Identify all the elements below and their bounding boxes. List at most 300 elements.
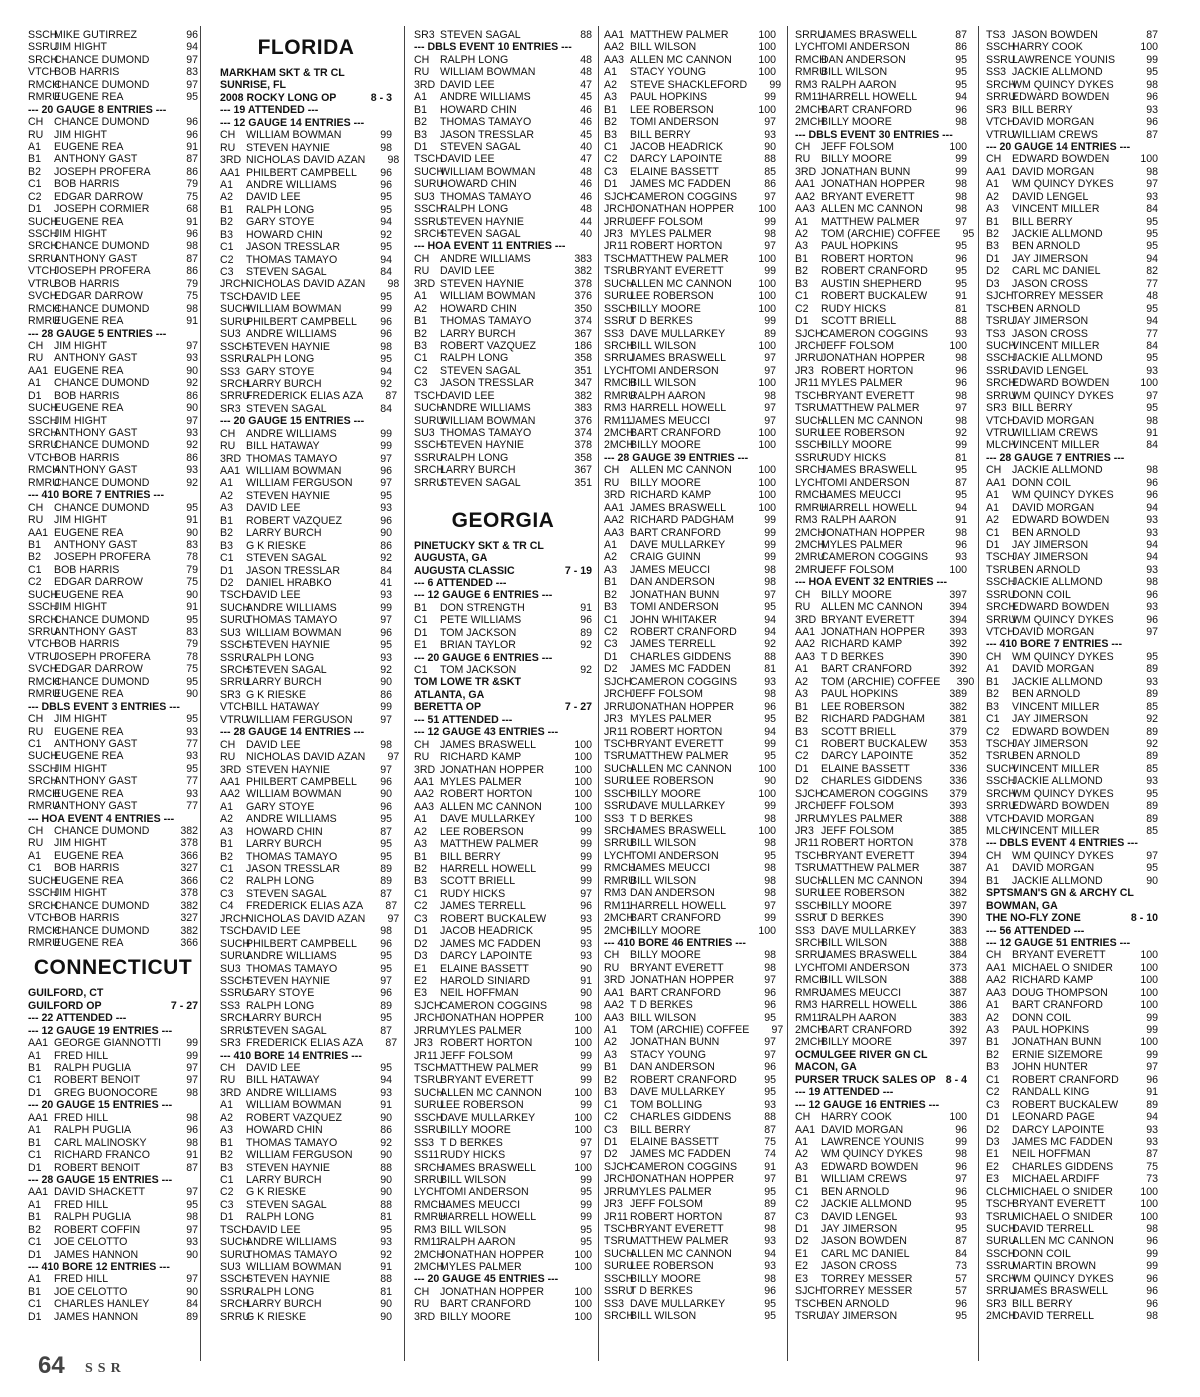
result-row [220, 689, 392, 701]
award-class: A1 [28, 1124, 41, 1137]
score: 93 [764, 1235, 776, 1248]
score: 96 [380, 166, 392, 179]
award-class: SUCH [604, 762, 635, 775]
shooter-name: DAVE MULLARKEY [821, 924, 917, 937]
result-row [986, 775, 1158, 787]
shooter-name: JONATHAN HOPPER [630, 974, 734, 987]
shooter-name: JACKIE ALLMOND [1012, 576, 1103, 589]
score: 97 [764, 1048, 776, 1061]
score: 100 [1140, 1036, 1158, 1049]
event-header-text: --- 12 GAUGE 6 ENTRIES --- [414, 589, 553, 602]
state-heading [28, 949, 198, 987]
award-class: CH [986, 153, 1002, 166]
event-header [220, 1050, 392, 1062]
shooter-name: BILL HATAWAY [246, 1074, 320, 1087]
shoot-title [986, 912, 1158, 924]
score: 95 [580, 1186, 592, 1199]
result-row [986, 116, 1158, 128]
result-row [604, 265, 776, 277]
award-class: SURU [414, 1099, 445, 1112]
score: 95 [186, 91, 198, 104]
shoot-name: PURSER TRUCK SALES OP [795, 1073, 936, 1086]
award-class: D1 [414, 626, 428, 639]
shooter-name: WM QUINCY DYKES [1012, 787, 1114, 800]
score: 89 [764, 327, 776, 340]
award-class: E1 [414, 962, 427, 975]
event-header [795, 576, 967, 588]
shooter-name: WM QUINCY DYKES [1012, 650, 1114, 663]
result-row [604, 464, 776, 476]
shooter-name: HAROLD SINIARD [440, 974, 531, 987]
score: 186 [574, 339, 592, 352]
score: 85 [1146, 700, 1158, 713]
award-class: SSCH [604, 787, 634, 800]
award-class: SU3 [220, 1261, 241, 1273]
award-class: B1 [220, 838, 233, 851]
shooter-name: ROBERT HORTON [440, 1037, 533, 1050]
result-row [220, 1037, 398, 1050]
shooter-name: DAVID MORGAN [1012, 812, 1095, 825]
result-row [986, 166, 1158, 178]
shooter-name: CHARLES GIDDENS [630, 1111, 732, 1124]
award-class: TSRU [414, 1074, 443, 1087]
award-class: D1 [28, 1161, 42, 1174]
score: 98 [764, 949, 776, 962]
event-header-text: --- HOA EVENT 11 ENTRIES --- [414, 240, 566, 253]
shooter-name: CHANCE DUMOND [54, 78, 150, 91]
score: 100 [574, 751, 592, 764]
result-row [986, 365, 1158, 377]
shooter-name: JEFF FOLSOM [821, 140, 894, 153]
award-class: JRRU [604, 700, 633, 713]
shooter-name: STEVEN HAYNIE [246, 141, 330, 154]
shooter-name: JEFF FOLSOM [440, 1049, 513, 1062]
result-row [220, 502, 392, 514]
award-class: B1 [28, 1136, 41, 1149]
result-row [986, 514, 1158, 526]
score: 99 [764, 215, 776, 228]
result-row [28, 29, 198, 41]
score: 89 [1146, 1098, 1158, 1111]
result-row [604, 974, 776, 986]
award-class: AA1 [604, 986, 625, 999]
score: 86 [955, 41, 967, 54]
score: 88 [764, 153, 776, 166]
award-class: CH [414, 738, 430, 751]
score: 99 [580, 1211, 592, 1224]
result-row [414, 29, 592, 41]
club-info [414, 540, 592, 552]
award-class: B2 [28, 165, 41, 178]
score: 97 [580, 1149, 592, 1162]
shooter-name: JAMES BRASWELL [821, 949, 917, 962]
award-class: SUCH [28, 750, 59, 763]
shooter-name: JAMES BRASWELL [440, 738, 536, 751]
score: 88 [380, 1273, 392, 1286]
result-row [414, 228, 592, 240]
result-row [795, 464, 967, 476]
result-row [28, 551, 198, 563]
shooter-name: BILL BERRY [630, 128, 691, 141]
award-class: C1 [220, 1173, 234, 1186]
result-row [795, 514, 967, 526]
result-row [220, 1000, 392, 1012]
award-class: A1 [795, 215, 808, 228]
result-row [604, 788, 776, 800]
shooter-name: STEVEN SAGAL [440, 476, 521, 489]
result-row [795, 1161, 967, 1173]
award-class: A1 [795, 663, 808, 676]
shooter-name: MYLES PALMER [821, 812, 903, 825]
event-header [28, 1099, 198, 1111]
shooter-name: HARRELL HOWELL [821, 501, 918, 514]
award-class: SRRU [220, 1310, 251, 1323]
event-header [28, 1261, 198, 1273]
shooter-name: JAMES MC FADDEN [440, 937, 541, 950]
result-row [795, 825, 967, 837]
result-row [986, 415, 1158, 427]
shooter-name: STEVEN HAYNIE [440, 215, 524, 228]
score: 96 [1146, 116, 1158, 129]
award-class: SR3 [986, 402, 1007, 415]
award-class: SJCH [986, 290, 1014, 303]
score: 95 [380, 241, 392, 254]
score: 95 [186, 613, 198, 626]
result-row [28, 1273, 198, 1285]
spacer [414, 489, 592, 501]
award-class: VTCH [220, 701, 249, 714]
shooter-name: BEN ARNOLD [1012, 750, 1081, 763]
shooter-name: THOMAS TAMAYO [246, 962, 338, 975]
score: 92 [380, 228, 392, 241]
result-row [604, 352, 776, 364]
score: 382 [180, 924, 198, 937]
shooter-name: FRED HILL [54, 1198, 109, 1211]
score: 93 [1146, 675, 1158, 688]
shooter-name: DONN COIL [1012, 1247, 1071, 1260]
score: 88 [955, 315, 967, 328]
score: 92 [380, 1248, 392, 1261]
award-class: SU3 [220, 328, 241, 341]
shooter-name: BEN ARNOLD [821, 1185, 890, 1198]
shooter-name: ANDRE WILLIAMS [246, 328, 337, 341]
result-row [220, 714, 392, 726]
result-row [986, 676, 1158, 688]
result-row [986, 1285, 1158, 1297]
award-class: SSRU [220, 987, 250, 1000]
result-row [414, 340, 592, 352]
award-class: CH [604, 949, 620, 962]
result-row [795, 1223, 967, 1235]
result-row [604, 589, 776, 601]
score: 98 [186, 1111, 198, 1124]
column-divider [404, 26, 405, 1361]
result-row [220, 216, 392, 228]
result-row [28, 527, 198, 539]
award-class: TSRU [795, 402, 824, 415]
shooter-name: BILLY MOORE [630, 949, 701, 962]
shooter-name: LAWRENCE YOUNIS [821, 1135, 925, 1148]
result-row [220, 1012, 392, 1024]
award-class: JR3 [795, 364, 814, 377]
result-row [414, 1162, 592, 1174]
score: 100 [574, 1124, 592, 1137]
award-class: B2 [604, 588, 617, 601]
result-row [795, 203, 967, 215]
shooter-name: BILLY MOORE [821, 1036, 892, 1049]
result-row [986, 54, 1158, 66]
award-class: SSRU [414, 451, 444, 464]
club-info-text: MARKHAM SKT & TR CL [220, 67, 345, 79]
shooter-name: STACY YOUNG [630, 1048, 706, 1061]
shooter-name: PAUL HOPKINS [821, 240, 899, 253]
result-row [414, 938, 592, 950]
shooter-name: WILLIAM CREWS [1012, 427, 1098, 439]
shooter-name: TOM JACKSON [440, 664, 517, 676]
shooter-name: DOUG THOMPSON [1012, 986, 1108, 999]
award-class: RMCH [28, 787, 60, 800]
award-class: SRCH [795, 936, 826, 949]
award-class: A2 [795, 1148, 808, 1161]
shooter-name: BILL WILSON [821, 974, 888, 987]
award-class: B1 [986, 1036, 999, 1049]
shooter-name: LARRY BURCH [246, 1298, 322, 1311]
shooter-name: HOWARD CHIN [440, 302, 517, 315]
result-row [220, 465, 392, 477]
score: 95 [186, 762, 198, 775]
shooter-name: WM QUINCY DYKES [1012, 1272, 1114, 1285]
shooter-name: FREDERICK ELIAS AZA [246, 900, 364, 913]
result-row [604, 439, 776, 451]
result-row [795, 365, 967, 377]
shooter-name: WILLIAM CREWS [821, 1173, 907, 1186]
award-class: A1 [986, 489, 999, 502]
award-class: SSRU [604, 315, 634, 328]
award-class: C1 [28, 1149, 42, 1162]
award-class: D2 [604, 663, 618, 676]
award-class: SS3 [604, 327, 625, 340]
score: 90 [186, 588, 198, 601]
award-class: LYCH [795, 476, 823, 489]
shooter-name: JACKIE ALLMOND [1012, 675, 1103, 688]
shooter-name: RICHARD KAMP [440, 751, 522, 764]
score: 87 [764, 1123, 776, 1136]
score: 383 [574, 402, 592, 415]
club-info [414, 689, 592, 701]
score: 379 [949, 787, 967, 800]
shoot-title-line [986, 912, 1158, 924]
shooter-name: DON STRENGTH [440, 601, 525, 614]
result-row [795, 328, 967, 340]
shooter-name: DAN ANDERSON [630, 887, 715, 900]
result-row [795, 29, 967, 41]
result-row [795, 427, 967, 439]
shooter-name: ELAINE BASSETT [440, 962, 529, 975]
score: 100 [758, 339, 776, 352]
award-class: TSRU [986, 1210, 1015, 1223]
event-header [986, 925, 1158, 937]
results-column [28, 29, 198, 1359]
score: 82 [1146, 265, 1158, 278]
shooter-name: HARRELL HOWELL [821, 91, 918, 104]
shooter-name: ROBERT BUCKALEW [821, 290, 928, 303]
award-class: SSCH [28, 29, 58, 41]
result-row [28, 1236, 198, 1248]
score: 99 [764, 91, 776, 104]
result-row [220, 1261, 392, 1273]
award-class: C1 [414, 887, 428, 900]
shooter-name: ROBERT HORTON [821, 837, 914, 850]
result-row [28, 91, 198, 103]
result-row [220, 851, 392, 863]
shooter-name: NICHOLAS DAVID AZAN [246, 278, 366, 291]
shooter-name: RALPH PUGLIA [54, 1211, 132, 1224]
shooter-name: LEE ROBERSON [440, 1099, 524, 1112]
award-class: C1 [795, 1185, 809, 1198]
score: 100 [574, 1248, 592, 1261]
result-row [414, 1199, 592, 1211]
result-row [28, 1286, 198, 1298]
shooter-name: BRYANT EVERETT [630, 737, 724, 750]
shooter-name: CAMERON COGGINS [821, 327, 929, 340]
shooter-name: JONATHAN BUNN [630, 1036, 720, 1049]
page-number: 64 [38, 1352, 65, 1379]
shooter-name: RANDALL KING [1012, 1086, 1090, 1099]
shooter-name: JASON TRESSLAR [440, 377, 534, 390]
score: 96 [380, 315, 392, 328]
award-class: B3 [604, 128, 617, 141]
shooter-name: WILLIAM BOWMAN [440, 414, 536, 427]
shooter-name: ROBERT HORTON [630, 725, 723, 738]
score: 98 [380, 925, 392, 938]
result-row [604, 564, 776, 576]
award-class: C1 [986, 1073, 1000, 1086]
score: 88 [764, 1111, 776, 1124]
score: 40 [580, 140, 592, 153]
award-class: A2 [604, 1036, 617, 1049]
shooter-name: DAVE MULLARKEY [630, 1297, 726, 1310]
score: 99 [580, 1074, 592, 1087]
result-row [220, 1124, 392, 1136]
score: 98 [764, 812, 776, 825]
score: 81 [764, 663, 776, 676]
shooter-name: MYLES PALMER [821, 538, 903, 551]
score: 100 [758, 53, 776, 66]
score: 93 [186, 352, 198, 365]
result-row [986, 974, 1158, 986]
score: 99 [580, 1099, 592, 1112]
award-class: E3 [414, 987, 427, 1000]
score: 351 [574, 364, 592, 377]
shooter-name: ALLEN MC CANNON [1012, 1235, 1114, 1248]
score: 81 [380, 1211, 392, 1224]
award-class: SR3 [986, 1297, 1007, 1310]
score: 91 [764, 1160, 776, 1173]
result-row [414, 863, 592, 875]
event-header-text: --- 12 GAUGE 43 ENTRIES --- [414, 726, 559, 739]
shooter-name: SCOTT BRIELL [821, 315, 897, 328]
shoot-title-line [414, 565, 592, 577]
shooter-name: BILLY MOORE [440, 1310, 511, 1323]
score: 96 [1146, 1073, 1158, 1086]
shooter-name: PHILBERT CAMPBELL [246, 166, 357, 179]
score: 96 [580, 614, 592, 627]
shooter-name: STEVEN SAGAL [246, 266, 327, 278]
award-class: 3RD [604, 489, 626, 502]
award-class: TSCH [220, 290, 249, 303]
shooter-name: JAMES HANNON [54, 1310, 139, 1323]
award-class: RM3 [414, 1223, 437, 1236]
shooter-name: MATTHEW PALMER [821, 215, 920, 228]
shooter-name: DANIEL HRABKO [246, 576, 332, 589]
award-class: SUCH [220, 601, 251, 614]
award-class: CH [220, 427, 236, 440]
event-header [28, 701, 198, 713]
result-row [986, 41, 1158, 53]
award-class: SRCH [604, 825, 635, 837]
award-class: JR3 [604, 228, 623, 240]
result-row [28, 626, 198, 638]
award-class: A2 [795, 675, 808, 688]
award-class: B1 [28, 153, 41, 166]
award-class: SSCH [28, 228, 58, 240]
result-row [604, 340, 776, 352]
award-class: SSRU [986, 588, 1016, 601]
state-name: GEORGIA [451, 508, 555, 532]
award-class: A1 [414, 91, 427, 104]
shooter-name: LARRY BURCH [440, 327, 516, 340]
result-row [604, 1298, 776, 1310]
shooter-name: ROBERT CRANFORD [630, 626, 737, 638]
shooter-name: BILL BERRY [1012, 1297, 1073, 1310]
score: 376 [574, 290, 592, 303]
award-class: SSRU [220, 1285, 250, 1298]
award-class: SRRU [28, 626, 59, 638]
award-class: AA1 [986, 165, 1007, 178]
score: 95 [955, 1198, 967, 1211]
score: 78 [186, 650, 198, 663]
shooter-name: ROBERT BUCKALEW [440, 912, 547, 925]
result-row [604, 875, 776, 887]
event-header [604, 937, 776, 949]
score: 97 [764, 974, 776, 987]
result-row [28, 763, 198, 775]
result-row [220, 1199, 392, 1211]
result-row [795, 1173, 967, 1185]
score: 68 [186, 203, 198, 216]
score: 87 [955, 29, 967, 41]
score: 79 [186, 638, 198, 651]
score: 95 [1146, 862, 1158, 875]
result-row [220, 1087, 392, 1099]
award-class: RU [604, 476, 620, 489]
score: 100 [758, 924, 776, 937]
shooter-name: WILLIAM BOWMAN [246, 1099, 342, 1112]
result-row [28, 427, 198, 439]
shooter-name: ALLEN MC CANNON [630, 277, 732, 290]
shooter-name: T D BERKES [630, 999, 693, 1012]
result-row [604, 1074, 776, 1086]
score: 92 [955, 427, 967, 439]
award-class: LYCH [795, 41, 823, 54]
score: 100 [758, 762, 776, 775]
score: 84 [380, 564, 392, 577]
score: 75 [1146, 1160, 1158, 1173]
score: 95 [1146, 228, 1158, 240]
shooter-name: BRYANT EVERETT [1012, 949, 1106, 962]
shooter-name: JEFF FOLSOM [821, 800, 894, 813]
result-row [795, 1211, 967, 1223]
